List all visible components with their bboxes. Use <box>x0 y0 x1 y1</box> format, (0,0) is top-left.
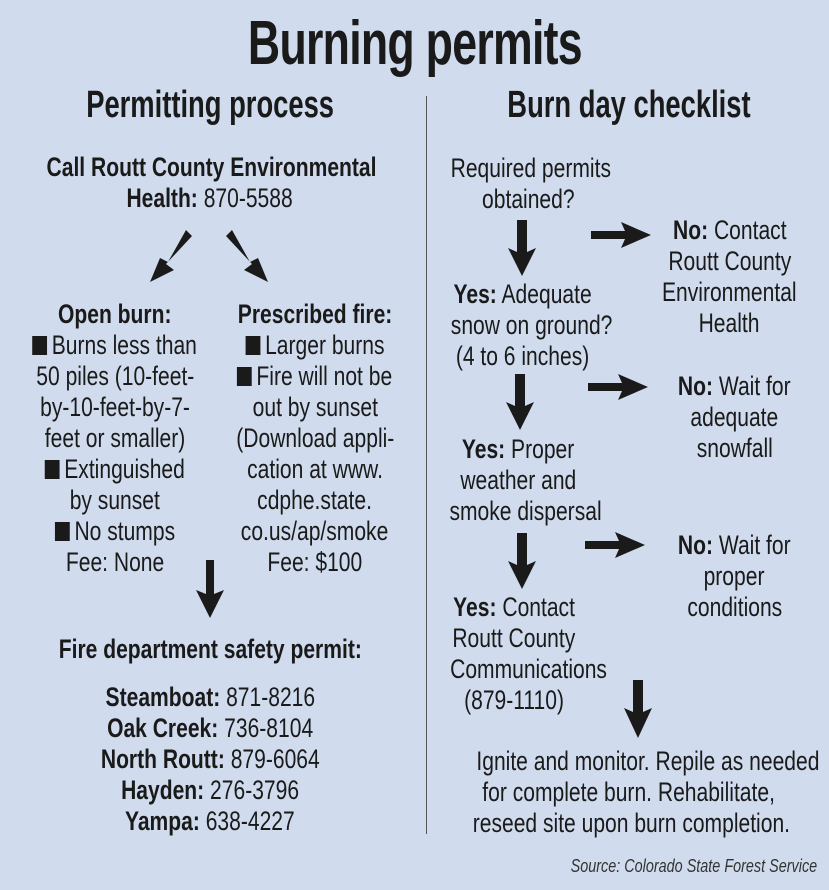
permitting-process-heading: Permitting process <box>86 84 334 126</box>
open-burn-block: Open burn: Burns less than 50 piles (10-feet- by-10-feet-by-7- feet or smaller) Extinguished by sunset No stumps Fee: None <box>0 299 230 578</box>
arrow-right-icon <box>585 532 645 558</box>
arrow-down-icon <box>196 560 224 620</box>
contact-row: Steamboat: 871-8216 <box>105 682 315 712</box>
bullet-square-icon <box>45 460 60 479</box>
contact-row: North Routt: 879-6064 <box>100 744 320 774</box>
no-branch-3: No: Wait for proper conditions <box>678 530 791 622</box>
bullet-square-icon <box>33 336 48 355</box>
source-credit: Source: Colorado State Forest Service <box>570 856 817 876</box>
bullet-square-icon <box>246 336 261 355</box>
burn-day-checklist-heading: Burn day checklist <box>506 84 751 126</box>
bullet-square-icon <box>55 522 70 541</box>
contact-row: Yampa: 638-4227 <box>125 806 295 836</box>
step-weather: Yes: Proper weather and smoke dispersal <box>449 434 602 526</box>
arrow-right-icon <box>588 374 648 400</box>
contact-row: Oak Creek: 736-8104 <box>106 713 314 743</box>
final-step: Ignite and monitor. Repile as needed for complete burn. Rehabilitate, reseed site upon burn completion. <box>472 746 820 838</box>
arrow-down-left-icon <box>148 228 192 284</box>
arrow-down-icon <box>508 533 536 591</box>
contact-row: Hayden: 276-3796 <box>121 775 299 805</box>
prescribed-fire-block: Prescribed fire: Larger burns Fire will not be out by sunset (Download appli- cation at www. cdphe.state. co.us/ap/smoke Fee: $100 <box>235 299 395 577</box>
arrow-down-right-icon <box>226 228 270 284</box>
step-snow: Yes: Adequate snow on ground? (4 to 6 inches) <box>450 279 613 371</box>
no-branch-2: No: Wait for adequate snowfall <box>678 371 791 463</box>
page-title: Burning permits <box>247 9 582 78</box>
bullet-square-icon <box>237 367 252 386</box>
arrow-down-icon <box>624 680 652 740</box>
step-permits-obtained: Required permits obtained? <box>450 153 611 214</box>
fire-department-heading: Fire department safety permit: <box>58 634 362 664</box>
arrow-down-icon <box>506 374 534 432</box>
call-environmental-health: Call Routt County Environmental Health: 870-5588 <box>46 152 377 213</box>
fire-department-contacts <box>0 682 420 837</box>
arrow-down-icon <box>508 220 536 278</box>
no-branch-1: No: Contact Routt County Environmental Health <box>662 215 797 338</box>
step-contact-communications: Yes: Contact Routt County Communications (879-1110) <box>450 592 607 715</box>
